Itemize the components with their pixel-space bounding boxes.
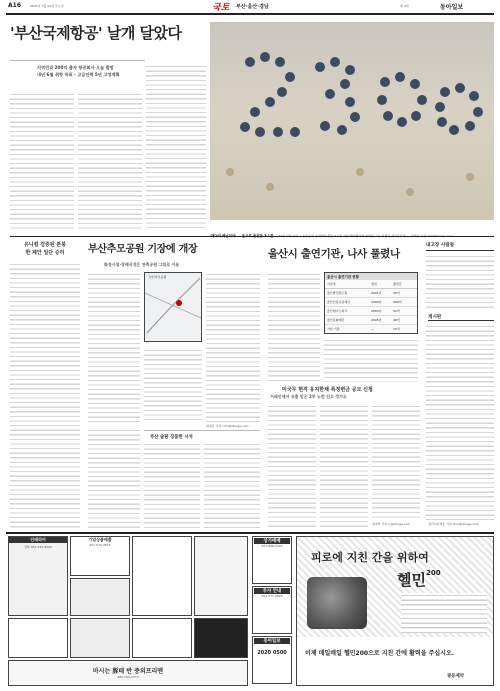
story2-sub-rule xyxy=(144,430,260,431)
classified-ad xyxy=(132,536,192,616)
edition-tag: 제 2회 xyxy=(400,4,409,8)
ad-head: 투자 안내 xyxy=(254,588,290,594)
story2-body-col xyxy=(88,272,140,422)
story2-body-col xyxy=(88,428,140,528)
lead-photo-caption xyxy=(210,222,494,241)
classified-ad xyxy=(252,586,292,634)
story2-body-col xyxy=(144,348,202,422)
masthead xyxy=(0,0,500,12)
classified-ad xyxy=(8,536,68,616)
classified-ad xyxy=(70,536,130,576)
ad-product-image xyxy=(307,577,367,629)
board-body xyxy=(426,324,494,520)
lead-rule xyxy=(10,60,145,61)
ad-body: 080-700-1770 xyxy=(117,675,139,679)
masthead-rule xyxy=(6,13,494,15)
side-body xyxy=(10,262,80,528)
side-story xyxy=(10,241,80,257)
ad-copy xyxy=(401,593,487,633)
issue-date: 2005년 7월 14일 목요일 xyxy=(30,4,64,8)
table-cell: 10억 xyxy=(393,327,400,331)
lead-photo xyxy=(210,22,494,220)
table-row xyxy=(325,307,417,316)
classified-ad xyxy=(70,618,130,658)
sidebar-footer: 정리=최재호 기자 choi@donga.com xyxy=(428,522,479,526)
ad-body: 전화 051-520-8560 xyxy=(23,545,52,549)
story3-body-col xyxy=(324,338,418,382)
table-cell: 2001년 xyxy=(371,291,382,295)
ad-body: 051-519-9875 xyxy=(89,543,111,547)
classified-ad-wide xyxy=(8,660,248,686)
agency-table xyxy=(324,272,418,334)
table-cell: 2005년 xyxy=(371,318,382,322)
ad-head: 인테리어 xyxy=(9,537,67,543)
lead-deck-line: 지역민과 200억 출자 항공회사 오늘 출범 xyxy=(37,65,114,70)
lead-bottom-rule xyxy=(10,236,494,237)
side-headline: 유니컬 검증된 본봉 xyxy=(23,242,67,248)
story3-subhead2: 거래인에서 유출 믿은 2부 노반 선고 정가도 xyxy=(270,394,347,399)
ad-head: 마시는 豚태 반 중외프리맨 xyxy=(92,668,164,675)
story2-body-col xyxy=(204,442,260,528)
sidebar-body xyxy=(426,254,494,310)
table-cell: 울산테크노파크 xyxy=(327,309,348,313)
story2-body-col xyxy=(144,442,200,528)
classified-ad xyxy=(252,536,292,584)
story3-body-col xyxy=(268,272,320,382)
ad-head: 상가매매 xyxy=(254,538,290,544)
ad-product-line xyxy=(397,569,441,590)
board-title: 게시판 xyxy=(428,314,494,321)
lead-deck-line: 내년 6월 취항 목표 - 고급인력 5년 고정계획 xyxy=(37,72,120,77)
table-row xyxy=(325,280,417,289)
table-cell: 설립 xyxy=(371,282,377,286)
ad-body: 051-806-2002 xyxy=(261,544,283,548)
people-formation-image xyxy=(210,22,494,220)
table-cell: 울산발전연구원 xyxy=(327,291,348,295)
classified-mid xyxy=(252,536,292,686)
sidebar-title: 내고장 사람들 xyxy=(426,242,494,251)
classified-ad xyxy=(252,636,292,684)
ad-product-num: 200 xyxy=(425,569,441,577)
ad-product: 헬민 xyxy=(397,571,426,589)
table-cell: 출연금 xyxy=(393,282,402,286)
section-name: 부산·울산·경남 xyxy=(236,4,269,10)
story3-body-col xyxy=(268,404,316,528)
story3-headline: 울산시 출연기관, 나사 풀렸나 xyxy=(268,248,400,260)
classified-ad xyxy=(70,578,130,616)
classified-ad xyxy=(132,618,192,658)
table-row xyxy=(325,289,417,298)
table-cell: 기타 기관 xyxy=(327,327,340,331)
table-cell: — xyxy=(371,327,374,331)
classified-ad xyxy=(8,618,68,658)
table-cell: 2003년 xyxy=(371,309,382,313)
ad-head: 동아일보 xyxy=(254,638,290,644)
story2-body-col xyxy=(206,272,260,422)
table-cell: 30억 xyxy=(393,291,400,295)
classified-ad xyxy=(194,618,248,658)
table-cell: 20억 xyxy=(393,318,400,322)
lead-body-col xyxy=(78,92,142,230)
section-logo: 국토 xyxy=(212,3,230,13)
side-headline: 한 제안 일단 승리 xyxy=(25,250,65,256)
paper-logo: 동아일보 xyxy=(440,4,464,11)
story2-subhead: 부산 술판 징품한 시석 xyxy=(150,435,193,440)
story3-byline: 정재락 기자 jr@donga.com xyxy=(372,522,411,526)
ad-company: 광동제약 xyxy=(447,674,464,679)
table-cell: 울산신용보증재단 xyxy=(327,300,351,304)
classified-ad xyxy=(194,536,248,616)
people-sidebar xyxy=(426,242,494,251)
classified-grid xyxy=(8,536,248,686)
story3-body-col xyxy=(372,404,420,520)
ad-head: 기업상품매출 xyxy=(88,537,112,542)
table-row xyxy=(325,298,417,307)
ads-top-rule xyxy=(6,532,494,534)
table-title: 울산시 출연기관 현황 xyxy=(325,273,417,280)
story2-byline: 최재호 기자 choi@donga.com xyxy=(206,424,249,428)
map-label: 부산추모공원 xyxy=(149,275,167,279)
story3-subhead: 미국무 현직 유지한채 특정변금 공모 신청 xyxy=(282,387,373,393)
table-cell: 기관명 xyxy=(327,282,336,286)
lead-deck xyxy=(37,64,147,78)
story2-deck: 화장시설·장례식장은 연축공원 그대로 이용 xyxy=(104,262,180,267)
location-map xyxy=(144,272,202,342)
story3-body-col xyxy=(320,404,368,528)
table-row xyxy=(325,325,417,333)
page-number: A16 xyxy=(8,2,21,9)
table-cell: 200억 xyxy=(393,300,402,304)
ad-tagline: 이제 매일매일 헬민200으로 지친 간에 활력을 주십시오. xyxy=(305,650,455,657)
ad-body: 2020 0500 xyxy=(257,650,287,656)
table-cell: 50억 xyxy=(393,309,400,313)
table-cell: 울산문화재단 xyxy=(327,318,345,322)
ad-slogan: 피로에 지친 간을 위하여 xyxy=(311,551,429,564)
big-ad xyxy=(296,536,494,686)
story2-headline: 부산추모공원 기장에 개장 xyxy=(88,244,198,255)
table-row xyxy=(325,316,417,325)
lead-body-col xyxy=(146,64,206,230)
lead-headline: '부산국제항공' 날개 달았다 xyxy=(10,24,182,42)
map-graphic xyxy=(145,273,201,341)
ad-body: 054-277-8600 xyxy=(261,594,283,598)
table-cell: 1999년 xyxy=(371,300,382,304)
lead-body-col xyxy=(10,92,74,230)
